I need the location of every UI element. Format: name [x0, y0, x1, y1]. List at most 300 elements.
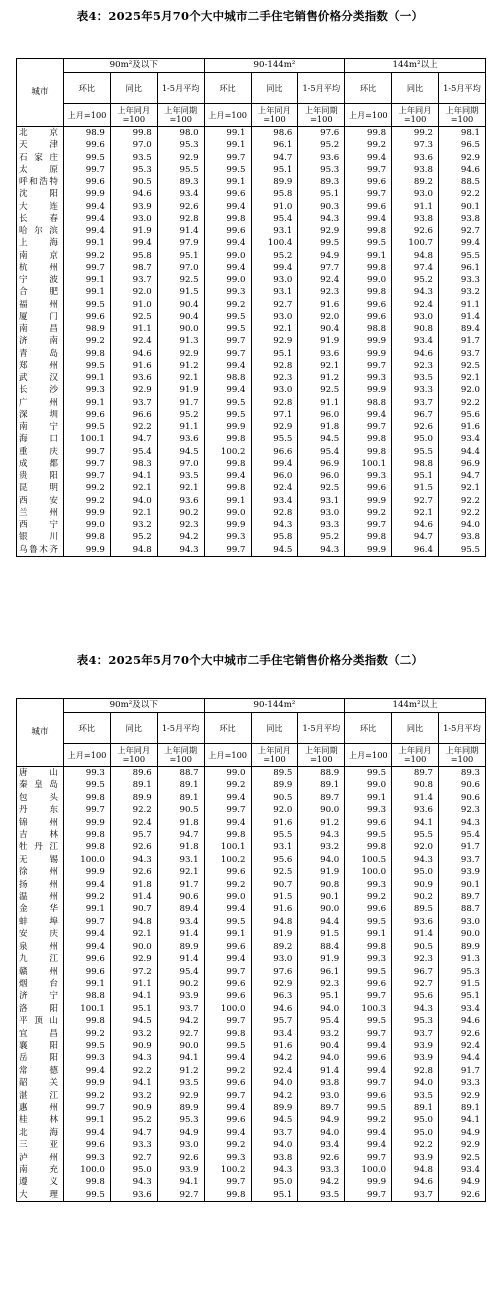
index-value-cell: 92.6	[439, 1028, 486, 1040]
city-cell: 泉州	[17, 941, 64, 953]
index-value-cell: 95.1	[392, 470, 439, 482]
index-value-cell: 94.1	[439, 1114, 486, 1126]
city-cell: 昆明	[17, 482, 64, 494]
index-value-cell: 92.9	[110, 953, 157, 965]
metric-header: 同比	[392, 73, 439, 104]
index-value-cell: 91.9	[110, 225, 157, 237]
index-value-cell: 92.9	[298, 225, 345, 237]
index-value-cell: 94.4	[439, 446, 486, 458]
index-value-cell: 93.9	[157, 1164, 204, 1176]
city-cell: 包头	[17, 792, 64, 804]
table-row	[17, 916, 486, 928]
index-value-cell: 99.4	[345, 1127, 392, 1139]
index-value-cell: 99.4	[204, 1127, 251, 1139]
index-value-cell: 91.3	[439, 953, 486, 965]
index-value-cell: 99.0	[204, 507, 251, 519]
table-row	[17, 1040, 486, 1052]
index-value-cell: 95.1	[298, 188, 345, 200]
city-cell: 南充	[17, 1164, 64, 1176]
index-value-cell: 92.3	[392, 953, 439, 965]
index-value-cell: 98.8	[64, 990, 111, 1002]
index-value-cell: 100.0	[345, 866, 392, 878]
index-value-cell: 99.6	[345, 176, 392, 188]
index-value-cell: 92.3	[251, 372, 298, 384]
index-value-cell: 99.6	[64, 966, 111, 978]
index-value-cell: 94.2	[298, 1176, 345, 1188]
table-row	[17, 250, 486, 262]
index-value-cell: 94.2	[157, 531, 204, 543]
index-value-cell: 99.9	[345, 335, 392, 347]
table2-title: 表4：2025年5月70个大中城市二手住宅销售价格分类指数（二）	[76, 653, 424, 667]
index-value-cell: 99.6	[345, 1052, 392, 1064]
index-value-cell: 99.4	[64, 1065, 111, 1077]
index-value-cell: 91.4	[157, 225, 204, 237]
index-value-cell: 99.1	[204, 127, 251, 140]
index-value-cell: 99.4	[204, 817, 251, 829]
index-value-cell: 99.7	[204, 544, 251, 557]
index-value-cell: 99.2	[64, 495, 111, 507]
index-value-cell: 99.7	[345, 1028, 392, 1040]
index-value-cell: 92.1	[110, 482, 157, 494]
index-value-cell: 99.4	[204, 262, 251, 274]
index-value-cell: 94.5	[298, 433, 345, 445]
index-value-cell: 96.0	[298, 470, 345, 482]
index-value-cell: 92.0	[251, 804, 298, 816]
index-value-cell: 90.9	[110, 1102, 157, 1114]
index-value-cell: 99.4	[64, 225, 111, 237]
index-value-cell: 99.6	[204, 1114, 251, 1126]
index-value-cell: 90.0	[298, 804, 345, 816]
table-row	[17, 817, 486, 829]
index-value-cell: 99.8	[64, 792, 111, 804]
index-value-cell: 94.3	[392, 286, 439, 298]
metric-header: 环比	[204, 713, 251, 744]
table-row	[17, 1028, 486, 1040]
index-value-cell: 98.6	[251, 127, 298, 140]
index-value-cell: 93.0	[439, 916, 486, 928]
index-value-cell: 91.8	[110, 879, 157, 891]
index-value-cell: 95.1	[251, 164, 298, 176]
index-value-cell: 91.4	[392, 792, 439, 804]
index-value-cell: 94.6	[110, 348, 157, 360]
index-value-cell: 99.1	[345, 250, 392, 262]
city-header: 城市	[17, 59, 64, 127]
index-value-cell: 95.2	[298, 531, 345, 543]
table-row	[17, 397, 486, 409]
index-value-cell: 94.8	[110, 544, 157, 557]
index-value-cell: 92.1	[439, 482, 486, 494]
index-value-cell: 90.0	[439, 928, 486, 940]
index-value-cell: 92.4	[439, 1040, 486, 1052]
index-value-cell: 90.4	[298, 323, 345, 335]
price-index-table-2	[16, 698, 486, 1202]
city-cell: 大理	[17, 1189, 64, 1202]
index-value-cell: 92.8	[157, 213, 204, 225]
index-value-cell: 91.7	[157, 879, 204, 891]
city-cell: 唐山	[17, 767, 64, 780]
group-header: 144m²以上	[345, 699, 486, 713]
index-value-cell: 99.6	[345, 201, 392, 213]
index-value-cell: 99.3	[204, 286, 251, 298]
index-value-cell: 93.6	[157, 495, 204, 507]
index-value-cell: 99.2	[64, 482, 111, 494]
index-value-cell: 99.1	[345, 928, 392, 940]
index-value-cell: 99.6	[345, 482, 392, 494]
price-index-table-1	[16, 58, 486, 557]
index-value-cell: 92.5	[439, 1152, 486, 1164]
index-value-cell: 93.4	[439, 433, 486, 445]
table-row	[17, 433, 486, 445]
index-value-cell: 99.5	[204, 1040, 251, 1052]
index-value-cell: 94.0	[251, 1077, 298, 1089]
index-value-cell: 91.6	[251, 1040, 298, 1052]
table-row	[17, 941, 486, 953]
index-value-cell: 93.3	[298, 519, 345, 531]
index-value-cell: 94.5	[251, 1114, 298, 1126]
index-value-cell: 99.6	[345, 903, 392, 915]
table-row	[17, 792, 486, 804]
index-value-cell: 93.3	[298, 1164, 345, 1176]
index-value-cell: 93.6	[298, 152, 345, 164]
index-value-cell: 92.1	[251, 323, 298, 335]
index-value-cell: 90.1	[439, 201, 486, 213]
index-value-cell: 95.2	[392, 274, 439, 286]
index-value-cell: 95.2	[298, 139, 345, 151]
index-value-cell: 99.4	[345, 1065, 392, 1077]
index-value-cell: 94.2	[251, 1090, 298, 1102]
index-value-cell: 96.6	[110, 409, 157, 421]
base-header: 上年同期=100	[439, 104, 486, 127]
index-value-cell: 99.7	[204, 1015, 251, 1027]
index-value-cell: 93.1	[251, 841, 298, 853]
table-row	[17, 891, 486, 903]
index-value-cell: 99.5	[64, 421, 111, 433]
index-value-cell: 93.9	[439, 866, 486, 878]
index-value-cell: 99.8	[64, 1176, 111, 1188]
index-value-cell: 99.5	[345, 1102, 392, 1114]
table-row	[17, 779, 486, 791]
index-value-cell: 92.6	[110, 866, 157, 878]
index-value-cell: 93.7	[392, 1028, 439, 1040]
index-value-cell: 100.1	[345, 458, 392, 470]
index-value-cell: 95.4	[157, 966, 204, 978]
index-value-cell: 98.8	[204, 372, 251, 384]
index-value-cell: 99.7	[345, 1077, 392, 1089]
index-value-cell: 89.5	[251, 767, 298, 780]
index-value-cell: 95.0	[392, 433, 439, 445]
index-value-cell: 95.0	[251, 1176, 298, 1188]
base-header: 上年同月=100	[392, 744, 439, 767]
index-value-cell: 92.5	[298, 384, 345, 396]
table-row	[17, 866, 486, 878]
index-value-cell: 94.3	[251, 519, 298, 531]
index-value-cell: 92.7	[439, 225, 486, 237]
index-value-cell: 99.2	[392, 127, 439, 140]
index-value-cell: 97.0	[157, 262, 204, 274]
index-value-cell: 99.4	[64, 928, 111, 940]
base-header: 上年同期=100	[157, 744, 204, 767]
city-cell: 武汉	[17, 372, 64, 384]
index-value-cell: 94.0	[392, 1077, 439, 1089]
index-value-cell: 88.4	[298, 941, 345, 953]
header-row-metrics	[17, 713, 486, 744]
index-value-cell: 94.0	[298, 854, 345, 866]
index-value-cell: 94.6	[439, 1015, 486, 1027]
table-row	[17, 188, 486, 200]
index-value-cell: 95.4	[439, 829, 486, 841]
index-value-cell: 90.9	[392, 879, 439, 891]
city-cell: 宁波	[17, 274, 64, 286]
index-value-cell: 99.4	[64, 201, 111, 213]
index-value-cell: 93.3	[392, 384, 439, 396]
index-value-cell: 90.5	[251, 792, 298, 804]
header-row-base	[17, 744, 486, 767]
index-value-cell: 93.4	[251, 495, 298, 507]
table-row	[17, 1114, 486, 1126]
table-row	[17, 804, 486, 816]
index-value-cell: 96.0	[298, 409, 345, 421]
base-header: 上年同期=100	[439, 744, 486, 767]
index-value-cell: 99.9	[64, 866, 111, 878]
index-value-cell: 93.0	[110, 213, 157, 225]
index-value-cell: 92.6	[110, 841, 157, 853]
index-value-cell: 91.1	[439, 299, 486, 311]
index-value-cell: 92.0	[439, 384, 486, 396]
index-value-cell: 91.4	[157, 928, 204, 940]
city-cell: 温州	[17, 891, 64, 903]
index-value-cell: 99.7	[64, 164, 111, 176]
index-value-cell: 99.8	[345, 433, 392, 445]
index-value-cell: 98.0	[157, 127, 204, 140]
table-row	[17, 1003, 486, 1015]
index-value-cell: 90.5	[157, 804, 204, 816]
index-value-cell: 92.9	[251, 421, 298, 433]
index-value-cell: 95.5	[157, 164, 204, 176]
index-value-cell: 90.2	[157, 978, 204, 990]
index-value-cell: 92.7	[157, 1028, 204, 1040]
index-value-cell: 89.9	[251, 176, 298, 188]
index-value-cell: 89.1	[392, 1102, 439, 1114]
index-value-cell: 94.3	[298, 213, 345, 225]
index-value-cell: 93.4	[298, 1139, 345, 1151]
city-cell: 南京	[17, 250, 64, 262]
index-value-cell: 99.8	[64, 1015, 111, 1027]
table-row	[17, 458, 486, 470]
index-value-cell: 94.0	[298, 1003, 345, 1015]
index-value-cell: 92.0	[392, 841, 439, 853]
index-value-cell: 99.6	[64, 953, 111, 965]
index-value-cell: 96.5	[439, 139, 486, 151]
index-value-cell: 92.3	[157, 519, 204, 531]
index-value-cell: 99.6	[204, 866, 251, 878]
index-value-cell: 93.6	[110, 372, 157, 384]
city-cell: 长沙	[17, 384, 64, 396]
base-header: 上年同期=100	[298, 104, 345, 127]
index-value-cell: 99.7	[204, 966, 251, 978]
metric-header: 同比	[251, 73, 298, 104]
index-value-cell: 99.6	[345, 978, 392, 990]
table-row	[17, 879, 486, 891]
index-value-cell: 99.7	[345, 164, 392, 176]
index-value-cell: 93.7	[392, 397, 439, 409]
index-value-cell: 99.6	[345, 311, 392, 323]
index-value-cell: 95.6	[251, 854, 298, 866]
index-value-cell: 95.2	[251, 250, 298, 262]
index-value-cell: 91.8	[157, 817, 204, 829]
index-value-cell: 99.5	[345, 767, 392, 780]
index-value-cell: 92.8	[251, 397, 298, 409]
index-value-cell: 99.8	[204, 1189, 251, 1202]
table-row	[17, 421, 486, 433]
index-value-cell: 97.6	[298, 127, 345, 140]
table-row	[17, 829, 486, 841]
index-value-cell: 99.0	[345, 274, 392, 286]
index-value-cell: 89.7	[439, 891, 486, 903]
index-value-cell: 90.0	[157, 323, 204, 335]
index-value-cell: 91.5	[157, 286, 204, 298]
index-value-cell: 94.3	[392, 1003, 439, 1015]
index-value-cell: 99.9	[64, 1077, 111, 1089]
index-value-cell: 92.8	[251, 507, 298, 519]
index-value-cell: 94.3	[298, 829, 345, 841]
index-value-cell: 100.2	[204, 854, 251, 866]
index-value-cell: 94.3	[392, 854, 439, 866]
index-value-cell: 90.0	[298, 903, 345, 915]
index-value-cell: 93.2	[110, 519, 157, 531]
index-value-cell: 99.1	[64, 397, 111, 409]
metric-header: 1-5月平均	[439, 713, 486, 744]
index-value-cell: 95.3	[439, 966, 486, 978]
metric-header: 同比	[110, 713, 157, 744]
base-header: 上年同月=100	[392, 104, 439, 127]
index-value-cell: 99.7	[64, 458, 111, 470]
index-value-cell: 94.6	[251, 1003, 298, 1015]
index-value-cell: 99.5	[64, 1189, 111, 1202]
index-value-cell: 94.0	[251, 1139, 298, 1151]
index-value-cell: 91.7	[439, 841, 486, 853]
city-cell: 丹东	[17, 804, 64, 816]
index-value-cell: 95.8	[251, 531, 298, 543]
index-value-cell: 89.2	[392, 176, 439, 188]
index-value-cell: 89.3	[439, 767, 486, 780]
metric-header: 环比	[64, 713, 111, 744]
index-value-cell: 99.2	[345, 139, 392, 151]
city-cell: 无锡	[17, 854, 64, 866]
table-row	[17, 286, 486, 298]
city-cell: 湛江	[17, 1090, 64, 1102]
index-value-cell: 99.3	[64, 384, 111, 396]
index-value-cell: 95.5	[392, 829, 439, 841]
index-value-cell: 95.6	[392, 990, 439, 1002]
index-value-cell: 99.7	[64, 1102, 111, 1114]
index-value-cell: 99.7	[345, 421, 392, 433]
index-value-cell: 99.8	[204, 458, 251, 470]
index-value-cell: 97.6	[251, 966, 298, 978]
index-value-cell: 99.1	[64, 237, 111, 249]
index-value-cell: 99.5	[204, 323, 251, 335]
table-row	[17, 323, 486, 335]
index-value-cell: 99.8	[345, 286, 392, 298]
city-cell: 金华	[17, 903, 64, 915]
index-value-cell: 99.1	[345, 792, 392, 804]
index-value-cell: 93.0	[251, 953, 298, 965]
index-value-cell: 91.4	[392, 928, 439, 940]
index-value-cell: 93.0	[251, 384, 298, 396]
index-value-cell: 92.9	[439, 1139, 486, 1151]
index-value-cell: 88.7	[157, 767, 204, 780]
index-value-cell: 98.3	[110, 458, 157, 470]
index-value-cell: 93.6	[110, 1189, 157, 1202]
city-cell: 成都	[17, 458, 64, 470]
city-cell: 蚌埠	[17, 916, 64, 928]
index-value-cell: 93.7	[110, 274, 157, 286]
index-value-cell: 94.6	[392, 1176, 439, 1188]
index-value-cell: 90.0	[110, 941, 157, 953]
index-value-cell: 92.3	[298, 286, 345, 298]
index-value-cell: 99.7	[64, 446, 111, 458]
index-value-cell: 100.3	[345, 1003, 392, 1015]
table-row	[17, 1077, 486, 1089]
index-value-cell: 99.8	[204, 482, 251, 494]
index-value-cell: 91.6	[298, 299, 345, 311]
index-value-cell: 95.2	[110, 1114, 157, 1126]
index-value-cell: 99.5	[204, 397, 251, 409]
city-cell: 常德	[17, 1065, 64, 1077]
index-value-cell: 92.9	[251, 335, 298, 347]
index-value-cell: 94.1	[157, 1052, 204, 1064]
index-value-cell: 99.1	[64, 274, 111, 286]
index-value-cell: 94.9	[157, 1127, 204, 1139]
index-value-cell: 99.4	[204, 1102, 251, 1114]
index-value-cell: 99.7	[345, 1152, 392, 1164]
city-cell: 福州	[17, 299, 64, 311]
index-value-cell: 93.5	[392, 372, 439, 384]
index-value-cell: 99.9	[204, 421, 251, 433]
index-value-cell: 89.1	[157, 792, 204, 804]
index-value-cell: 100.5	[345, 854, 392, 866]
index-value-cell: 99.4	[64, 1127, 111, 1139]
base-header: 上月=100	[204, 744, 251, 767]
index-value-cell: 94.9	[298, 1114, 345, 1126]
index-value-cell: 99.1	[64, 286, 111, 298]
city-cell: 扬州	[17, 879, 64, 891]
index-value-cell: 90.9	[110, 1040, 157, 1052]
index-value-cell: 89.9	[251, 779, 298, 791]
index-value-cell: 96.3	[251, 990, 298, 1002]
index-value-cell: 99.4	[204, 903, 251, 915]
index-value-cell: 98.9	[64, 127, 111, 140]
index-value-cell: 92.1	[110, 507, 157, 519]
index-value-cell: 99.2	[204, 879, 251, 891]
index-value-cell: 92.7	[392, 978, 439, 990]
index-value-cell: 99.3	[345, 372, 392, 384]
city-cell: 九江	[17, 953, 64, 965]
index-value-cell: 91.1	[298, 397, 345, 409]
index-value-cell: 89.3	[157, 176, 204, 188]
index-value-cell: 99.9	[345, 495, 392, 507]
city-cell: 北京	[17, 127, 64, 140]
index-value-cell: 99.2	[64, 335, 111, 347]
index-value-cell: 99.4	[345, 1139, 392, 1151]
index-value-cell: 95.1	[110, 1003, 157, 1015]
index-value-cell: 92.6	[392, 421, 439, 433]
index-value-cell: 91.8	[298, 421, 345, 433]
city-cell: 济南	[17, 335, 64, 347]
index-value-cell: 99.2	[204, 779, 251, 791]
index-value-cell: 99.6	[64, 311, 111, 323]
index-value-cell: 92.4	[110, 335, 157, 347]
index-value-cell: 99.9	[345, 544, 392, 557]
